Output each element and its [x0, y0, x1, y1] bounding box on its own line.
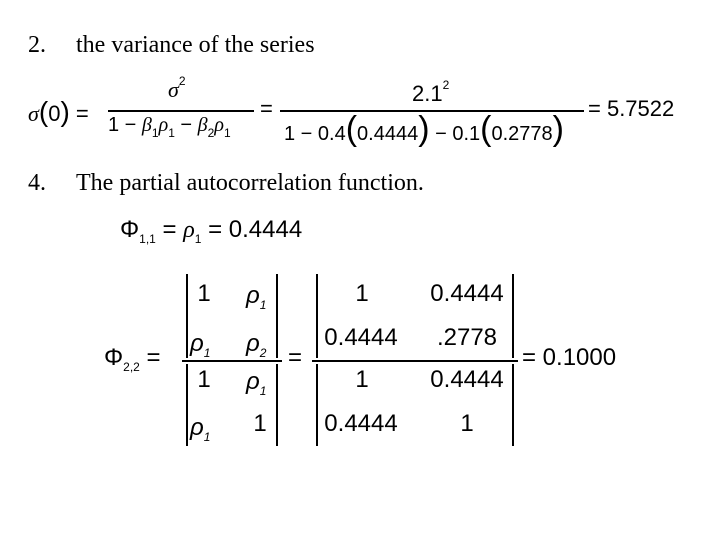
- sym-top-r2c2: $\rho_2$: [246, 330, 267, 360]
- sym-bot-r1c2: $\rho_1$: [246, 368, 267, 398]
- sym-bot-r2c1: $\rho_1$: [190, 414, 211, 444]
- num-bot-bar-right: [512, 364, 514, 446]
- phi-11-equation: $\Phi_{1,1} = \rho_1 = 0.4444$: [120, 216, 303, 246]
- item-4-number: 4.: [28, 170, 46, 196]
- sym-top-bar-right: [276, 274, 278, 358]
- sym-top-r1c2: $\rho_1$: [246, 282, 267, 312]
- num-top-r2c2: .2778: [436, 324, 498, 351]
- sym-bot-r2c2: 1: [253, 410, 267, 437]
- num-top-bar-right: [512, 274, 514, 358]
- num-bot-r1c2: 0.4444: [430, 366, 504, 393]
- equals-phi22: =: [288, 344, 303, 371]
- num-top-r1c2: 0.4444: [430, 280, 504, 307]
- sym-fraction-line: [182, 360, 282, 362]
- sym-top-bar-left: [186, 274, 188, 358]
- item-4-text: The partial autocorrelation function.: [76, 170, 424, 196]
- sym-top-r1c1: 1: [197, 280, 211, 307]
- sym-bot-r1c1: 1: [197, 366, 211, 393]
- fraction1-denominator: $1 - \beta_1\rho_1 - \beta_2\rho_1$: [108, 114, 231, 140]
- fraction2-numerator: $2.1^2$: [412, 78, 450, 106]
- num-top-r1c1: 1: [355, 280, 369, 307]
- variance-result: = 5.7522: [588, 96, 675, 121]
- item-2-number: 2.: [28, 32, 46, 58]
- item-2-text: the variance of the series: [76, 32, 315, 58]
- sigma-lhs: σ(0) =: [28, 96, 89, 127]
- num-top-r2c1: 0.4444: [324, 324, 398, 351]
- sym-bot-bar-right: [276, 364, 278, 446]
- num-fraction-line: [312, 360, 518, 362]
- num-bot-r2c2: 1: [460, 410, 474, 437]
- num-bot-r1c1: 1: [355, 366, 369, 393]
- fraction1-line: [108, 110, 254, 112]
- num-bot-r2c1: 0.4444: [324, 410, 398, 437]
- sym-bot-bar-left: [186, 364, 188, 446]
- equals-1: =: [260, 96, 273, 121]
- fraction1-numerator: $\sigma^2$: [168, 74, 186, 102]
- phi-22-lhs: $\Phi_{2,2}$ =: [104, 344, 161, 374]
- phi-22-result: = 0.1000: [522, 344, 617, 371]
- fraction2-denominator: 1 − 0.4(0.4444) − 0.1(0.2778): [284, 110, 564, 148]
- sym-top-r2c1: $\rho_1$: [190, 330, 211, 360]
